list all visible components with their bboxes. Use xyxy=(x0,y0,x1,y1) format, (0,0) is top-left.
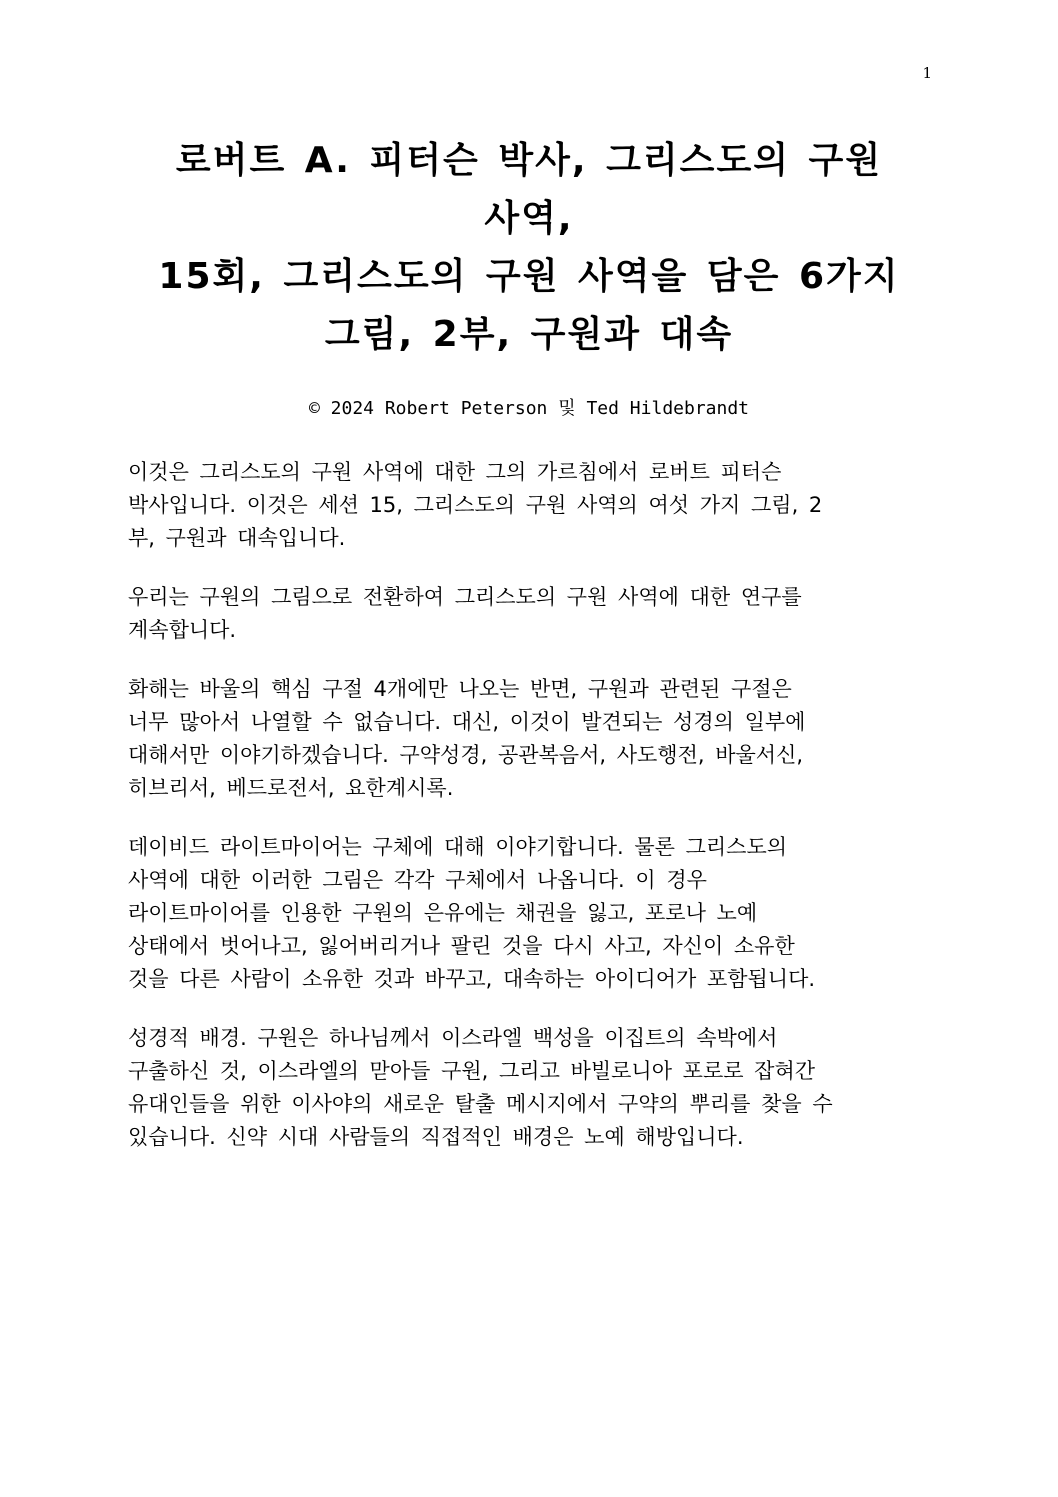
text-line: 박사입니다. 이것은 세션 15, 그리스도의 구원 사역의 여섯 가지 그림, 2 xyxy=(128,493,823,517)
paragraph xyxy=(128,1022,928,1154)
paragraph xyxy=(128,831,928,996)
text-line: 상태에서 벗어나고, 잃어버리거나 팔린 것을 다시 사고, 자신이 소유한 xyxy=(128,934,795,958)
text-line: 너무 많아서 나열할 수 없습니다. 대신, 이것이 발견되는 성경의 일부에 xyxy=(128,710,806,734)
title-line: 로버트 A. 피터슨 박사, 그리스도의 구원 xyxy=(175,140,883,181)
paragraph xyxy=(128,673,928,805)
text-line: 사역에 대한 이러한 그림은 각각 구체에서 나옵니다. 이 경우 xyxy=(128,868,707,892)
text-line: 데이비드 라이트마이어는 구체에 대해 이야기합니다. 물론 그리스도의 xyxy=(128,835,788,859)
document-title xyxy=(120,132,938,364)
title-line: 15회, 그리스도의 구원 사역을 담은 6가지 xyxy=(158,256,900,297)
text-line: 대해서만 이야기하겠습니다. 구약성경, 공관복음서, 사도행전, 바울서신, xyxy=(128,743,804,767)
text-line: 이것은 그리스도의 구원 사역에 대한 그의 가르침에서 로버트 피터슨 xyxy=(128,460,782,484)
text-line: 화해는 바울의 핵심 구절 4개에만 나오는 반면, 구원과 관련된 구절은 xyxy=(128,677,792,701)
text-line: 것을 다른 사람이 소유한 것과 바꾸고, 대속하는 아이디어가 포함됩니다. xyxy=(128,967,816,991)
text-line: 있습니다. 신약 시대 사람들의 직접적인 배경은 노예 해방입니다. xyxy=(128,1125,744,1149)
text-line: 라이트마이어를 인용한 구원의 은유에는 채권을 잃고, 포로나 노예 xyxy=(128,901,758,925)
text-line: 유대인들을 위한 이사야의 새로운 탈출 메시지에서 구약의 뿌리를 찾을 수 xyxy=(128,1092,833,1116)
text-line: 계속합니다. xyxy=(128,618,237,642)
text-line: 우리는 구원의 그림으로 전환하여 그리스도의 구원 사역에 대한 연구를 xyxy=(128,585,802,609)
text-line: 히브리서, 베드로전서, 요한계시록. xyxy=(128,776,454,800)
body-text xyxy=(128,456,928,1180)
text-line: 구출하신 것, 이스라엘의 맏아들 구원, 그리고 바빌로니아 포로로 잡혀간 xyxy=(128,1059,816,1083)
page-number: 1 xyxy=(922,64,932,82)
paragraph xyxy=(128,581,928,647)
title-line: 사역, xyxy=(484,198,574,239)
text-line: 부, 구원과 대속입니다. xyxy=(128,526,346,550)
text-line: 성경적 배경. 구원은 하나님께서 이스라엘 백성을 이집트의 속박에서 xyxy=(128,1026,778,1050)
paragraph xyxy=(128,456,928,555)
title-line: 그림, 2부, 구원과 대속 xyxy=(324,314,734,355)
copyright-notice: © 2024 Robert Peterson 및 Ted Hildebrandt xyxy=(308,398,750,419)
